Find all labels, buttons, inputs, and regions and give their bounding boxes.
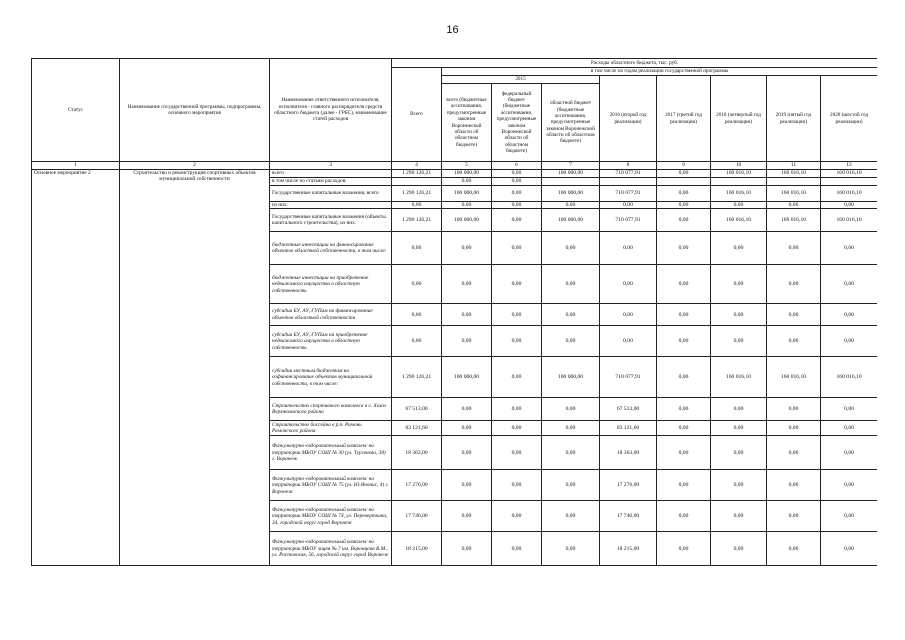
column-index: 2	[120, 162, 270, 170]
amount-cell: 0,00	[711, 421, 767, 436]
amount-cell: 0,00	[492, 209, 542, 232]
amount-cell: 0,00	[657, 357, 711, 398]
amount-cell: 160 016,10	[711, 357, 767, 398]
amount-cell: 0,00	[767, 326, 821, 357]
header-year-2015: 2015	[442, 76, 600, 84]
amount-cell: 0,00	[392, 201, 442, 209]
expense-item-name: субсидии БУ, АУ, ГУПам на приобретение недвижимого имущества в областную собственность	[270, 326, 392, 357]
status-cell: Основное мероприятие 2	[32, 170, 120, 566]
amount-cell: 0,00	[542, 232, 600, 265]
amount-cell: 100 000,00	[442, 209, 492, 232]
amount-cell	[711, 177, 767, 185]
amount-cell: 0,00	[492, 177, 542, 185]
expense-item-name: Физкультурно-оздоровительный комплекс на территории МБОУ СОШ № 74, ул. Переверткина, 34, городской округ город Воронеж	[270, 501, 392, 532]
amount-cell: 0,00	[657, 185, 711, 201]
header-year-2018: 2018 (четвертый год реализации)	[711, 76, 767, 162]
expense-item-name: Строительство спортивного комплекса в с. Хохол Верхнехавского района	[270, 398, 392, 421]
amount-cell: 18 215,00	[600, 532, 657, 566]
budget-table	[31, 58, 877, 566]
column-index: 8	[600, 162, 657, 170]
amount-cell: 0,00	[492, 532, 542, 566]
amount-cell: 0,00	[492, 357, 542, 398]
amount-cell: 0,00	[392, 326, 442, 357]
expense-item-name: субсидии местным бюджетам на софинансирование объектов муниципальной собственности, в том числе:	[270, 357, 392, 398]
header-2015-regional: областной бюджет (бюджетные ассигнования, предусмотренные законом Воронежской области об областном бюджете)	[542, 84, 600, 162]
amount-cell: 100 000,00	[442, 357, 492, 398]
amount-cell: 0,00	[442, 436, 492, 470]
amount-cell: 0,00	[492, 170, 542, 178]
amount-cell: 18 363,00	[392, 436, 442, 470]
amount-cell: 0,00	[821, 421, 878, 436]
amount-cell: 0,00	[542, 398, 600, 421]
amount-cell: 160 016,10	[767, 170, 821, 178]
amount-cell: 0,00	[442, 470, 492, 501]
header-year-2017: 2017 (третий год реализации)	[657, 76, 711, 162]
header-year-2019: 2019 (пятый год реализации)	[767, 76, 821, 162]
amount-cell: 0,00	[711, 326, 767, 357]
amount-cell: 0,00	[821, 501, 878, 532]
amount-cell: 0,00	[711, 532, 767, 566]
amount-cell: 17 276,00	[600, 470, 657, 501]
amount-cell	[767, 177, 821, 185]
amount-cell: 100 000,00	[542, 357, 600, 398]
amount-cell: 0,00	[711, 398, 767, 421]
expense-item-name: Строительство бассейна в р.п. Рамонь Рамонского района	[270, 421, 392, 436]
amount-cell: 17 746,00	[600, 501, 657, 532]
amount-cell: 710 077,91	[600, 170, 657, 178]
column-index: 11	[767, 162, 821, 170]
amount-cell: 160 016,10	[711, 185, 767, 201]
amount-cell: 0,00	[657, 265, 711, 304]
column-index: 10	[711, 162, 767, 170]
amount-cell: 710 077,91	[600, 185, 657, 201]
amount-cell: 0,00	[600, 304, 657, 326]
amount-cell: 160 016,10	[821, 357, 878, 398]
amount-cell: 0,00	[442, 532, 492, 566]
amount-cell: 0,00	[492, 265, 542, 304]
amount-cell: 100 000,00	[442, 170, 492, 178]
amount-cell: 0,00	[821, 304, 878, 326]
column-index: 4	[392, 162, 442, 170]
amount-cell: 0,00	[392, 265, 442, 304]
program-cell: Строительство и реконструкция спортивных объектов муниципальной собственности	[120, 170, 270, 566]
amount-cell: 0,00	[767, 201, 821, 209]
amount-cell: 0,00	[492, 232, 542, 265]
amount-cell: 0,00	[657, 170, 711, 178]
expense-item-name: всего	[270, 170, 392, 178]
column-index: 9	[657, 162, 711, 170]
amount-cell: 0,00	[542, 265, 600, 304]
column-index: 3	[270, 162, 392, 170]
amount-cell: 0,00	[767, 501, 821, 532]
amount-cell: 0,00	[600, 201, 657, 209]
amount-cell: 0,00	[821, 436, 878, 470]
amount-cell: 1 290 126,21	[392, 185, 442, 201]
amount-cell: 0,00	[657, 201, 711, 209]
amount-cell: 160 016,10	[821, 185, 878, 201]
amount-cell: 0,00	[821, 470, 878, 501]
amount-cell: 0,00	[542, 421, 600, 436]
amount-cell: 0,00	[600, 232, 657, 265]
column-index: 12	[821, 162, 878, 170]
amount-cell: 1 290 126,21	[392, 170, 442, 178]
amount-cell: 0,00	[657, 326, 711, 357]
header-2015-federal: федеральный бюджет (бюджетные ассигнования, предусмотренные законом Воронежской области об областном бюджете)	[492, 84, 542, 162]
amount-cell: 0,00	[657, 232, 711, 265]
amount-cell: 17 746,00	[392, 501, 442, 532]
page-number: 16	[446, 24, 459, 36]
amount-cell: 100 000,00	[542, 209, 600, 232]
amount-cell: 0,00	[821, 398, 878, 421]
expense-item-name: бюджетные инвестиции на финансирование объектов областной собственности, в том числе:	[270, 232, 392, 265]
amount-cell: 1 290 126,21	[392, 209, 442, 232]
amount-cell: 100 000,00	[542, 185, 600, 201]
column-index: 6	[492, 162, 542, 170]
amount-cell: 0,00	[657, 421, 711, 436]
amount-cell: 0,00	[492, 326, 542, 357]
amount-cell: 0,00	[711, 470, 767, 501]
amount-cell: 0,00	[442, 201, 492, 209]
header-expenses: Расходы областного бюджета, тыс. руб.	[392, 59, 878, 68]
amount-cell: 160 016,10	[767, 185, 821, 201]
expense-item-name: Физкультурно-оздоровительный комплекс на территории МБОУ СОШ № 30 (ул. Тургенева, 38) г. Воронеж	[270, 436, 392, 470]
expense-item-name: Государственные капитальные вложения, всего	[270, 185, 392, 201]
expense-item-name: субсидии БУ, АУ, ГУПам на финансирование объектов областной собственности	[270, 304, 392, 326]
header-year-2016: 2016 (второй год реализации)	[600, 76, 657, 162]
header-year-2020: 2020 (шестой год реализации)	[821, 76, 878, 162]
header-executor: Наименование ответственного исполнителя, исполнителя - главного распорядителя средств областного бюджета (далее - ГРБС), наименование статей расходов	[270, 59, 392, 162]
amount-cell: 0,00	[492, 470, 542, 501]
header-by-years: в том числе по годам реализации государственной программы	[442, 68, 878, 76]
amount-cell: 0,00	[542, 532, 600, 566]
table-row	[32, 170, 878, 178]
amount-cell: 0,00	[821, 232, 878, 265]
amount-cell: 1 290 126,21	[392, 357, 442, 398]
amount-cell: 0,00	[442, 398, 492, 421]
amount-cell: 0,00	[442, 501, 492, 532]
amount-cell: 0,00	[821, 201, 878, 209]
amount-cell: 0,00	[542, 201, 600, 209]
amount-cell: 83 121,60	[392, 421, 442, 436]
amount-cell: 0,00	[442, 326, 492, 357]
amount-cell: 0,00	[392, 232, 442, 265]
column-index: 7	[542, 162, 600, 170]
amount-cell	[392, 177, 442, 185]
amount-cell: 0,00	[711, 436, 767, 470]
amount-cell: 0,00	[392, 304, 442, 326]
amount-cell: 0,00	[442, 265, 492, 304]
header-2015-total: всего (бюджетные ассигнования, предусмотренные законом Воронежской области об областном бюджете)	[442, 84, 492, 162]
budget-table-container	[31, 58, 877, 604]
amount-cell: 0,00	[767, 470, 821, 501]
amount-cell: 0,00	[492, 201, 542, 209]
amount-cell: 710 077,91	[600, 357, 657, 398]
amount-cell: 0,00	[711, 201, 767, 209]
amount-cell: 0,00	[442, 232, 492, 265]
amount-cell: 100 000,00	[542, 170, 600, 178]
amount-cell: 0,00	[442, 304, 492, 326]
amount-cell: 0,00	[442, 421, 492, 436]
amount-cell: 0,00	[492, 304, 542, 326]
column-index: 5	[442, 162, 492, 170]
column-index-row	[32, 162, 878, 170]
column-index: 1	[32, 162, 120, 170]
amount-cell: 0,00	[657, 398, 711, 421]
amount-cell: 0,00	[767, 304, 821, 326]
amount-cell: 0,00	[600, 326, 657, 357]
amount-cell: 0,00	[767, 398, 821, 421]
amount-cell: 0,00	[442, 177, 492, 185]
amount-cell: 18 363,00	[600, 436, 657, 470]
amount-cell: 0,00	[767, 265, 821, 304]
amount-cell: 0,00	[711, 265, 767, 304]
amount-cell: 83 121,60	[600, 421, 657, 436]
expense-item-name: из них:	[270, 201, 392, 209]
amount-cell: 0,00	[767, 232, 821, 265]
header-program: Наименование государственной программы, подпрограммы, основного мероприятия	[120, 59, 270, 162]
header-status: Статус	[32, 59, 120, 162]
amount-cell: 0,00	[711, 501, 767, 532]
amount-cell: 0,00	[821, 326, 878, 357]
amount-cell: 0,00	[821, 265, 878, 304]
amount-cell: 0,00	[657, 304, 711, 326]
amount-cell: 0,00	[767, 436, 821, 470]
expense-item-name: в том числе по статьям расходов:	[270, 177, 392, 185]
amount-cell: 160 016,10	[821, 209, 878, 232]
amount-cell: 0,00	[767, 421, 821, 436]
amount-cell: 0,00	[542, 304, 600, 326]
expense-item-name: Государственные капитальные вложения (объекты капитального строительства), из них:	[270, 209, 392, 232]
amount-cell: 0,00	[542, 501, 600, 532]
amount-cell: 0,00	[657, 436, 711, 470]
amount-cell: 0,00	[492, 398, 542, 421]
expense-item-name: Физкультурно-оздоровительный комплекс на территории МБОУ СОШ № 75 (ул. Ю.Янонис, 4) г. Воронеж	[270, 470, 392, 501]
amount-cell: 0,00	[542, 436, 600, 470]
amount-cell: 0,00	[657, 209, 711, 232]
expense-item-name: бюджетные инвестиции на приобретение недвижимого имущества в областную собственность	[270, 265, 392, 304]
amount-cell: 0,00	[767, 532, 821, 566]
amount-cell: 17 276,00	[392, 470, 442, 501]
amount-cell: 160 016,10	[821, 170, 878, 178]
amount-cell: 0,00	[492, 501, 542, 532]
amount-cell: 67 513,00	[392, 398, 442, 421]
amount-cell: 0,00	[492, 421, 542, 436]
amount-cell	[657, 177, 711, 185]
amount-cell	[600, 177, 657, 185]
amount-cell: 0,00	[492, 436, 542, 470]
amount-cell: 0,00	[657, 501, 711, 532]
amount-cell: 160 016,10	[711, 209, 767, 232]
amount-cell: 0,00	[657, 532, 711, 566]
amount-cell: 0,00	[711, 304, 767, 326]
expense-item-name: Физкультурно-оздоровительный комплекс на территории МБОУ лицея № 7 им. Воронцова В.М., ул. Ростовская, 56, городской округ город Воронеж	[270, 532, 392, 566]
amount-cell: 0,00	[492, 185, 542, 201]
amount-cell: 100 000,00	[442, 185, 492, 201]
amount-cell: 160 016,10	[767, 209, 821, 232]
header-total: Всего	[392, 68, 442, 162]
amount-cell: 0,00	[657, 470, 711, 501]
amount-cell: 0,00	[542, 326, 600, 357]
amount-cell: 160 016,10	[711, 170, 767, 178]
amount-cell: 0,00	[821, 532, 878, 566]
amount-cell: 0,00	[542, 470, 600, 501]
amount-cell: 0,00	[600, 265, 657, 304]
amount-cell: 67 513,00	[600, 398, 657, 421]
amount-cell: 710 077,91	[600, 209, 657, 232]
amount-cell	[821, 177, 878, 185]
amount-cell: 0,00	[711, 232, 767, 265]
amount-cell: 160 016,10	[767, 357, 821, 398]
amount-cell: 18 215,00	[392, 532, 442, 566]
amount-cell	[542, 177, 600, 185]
